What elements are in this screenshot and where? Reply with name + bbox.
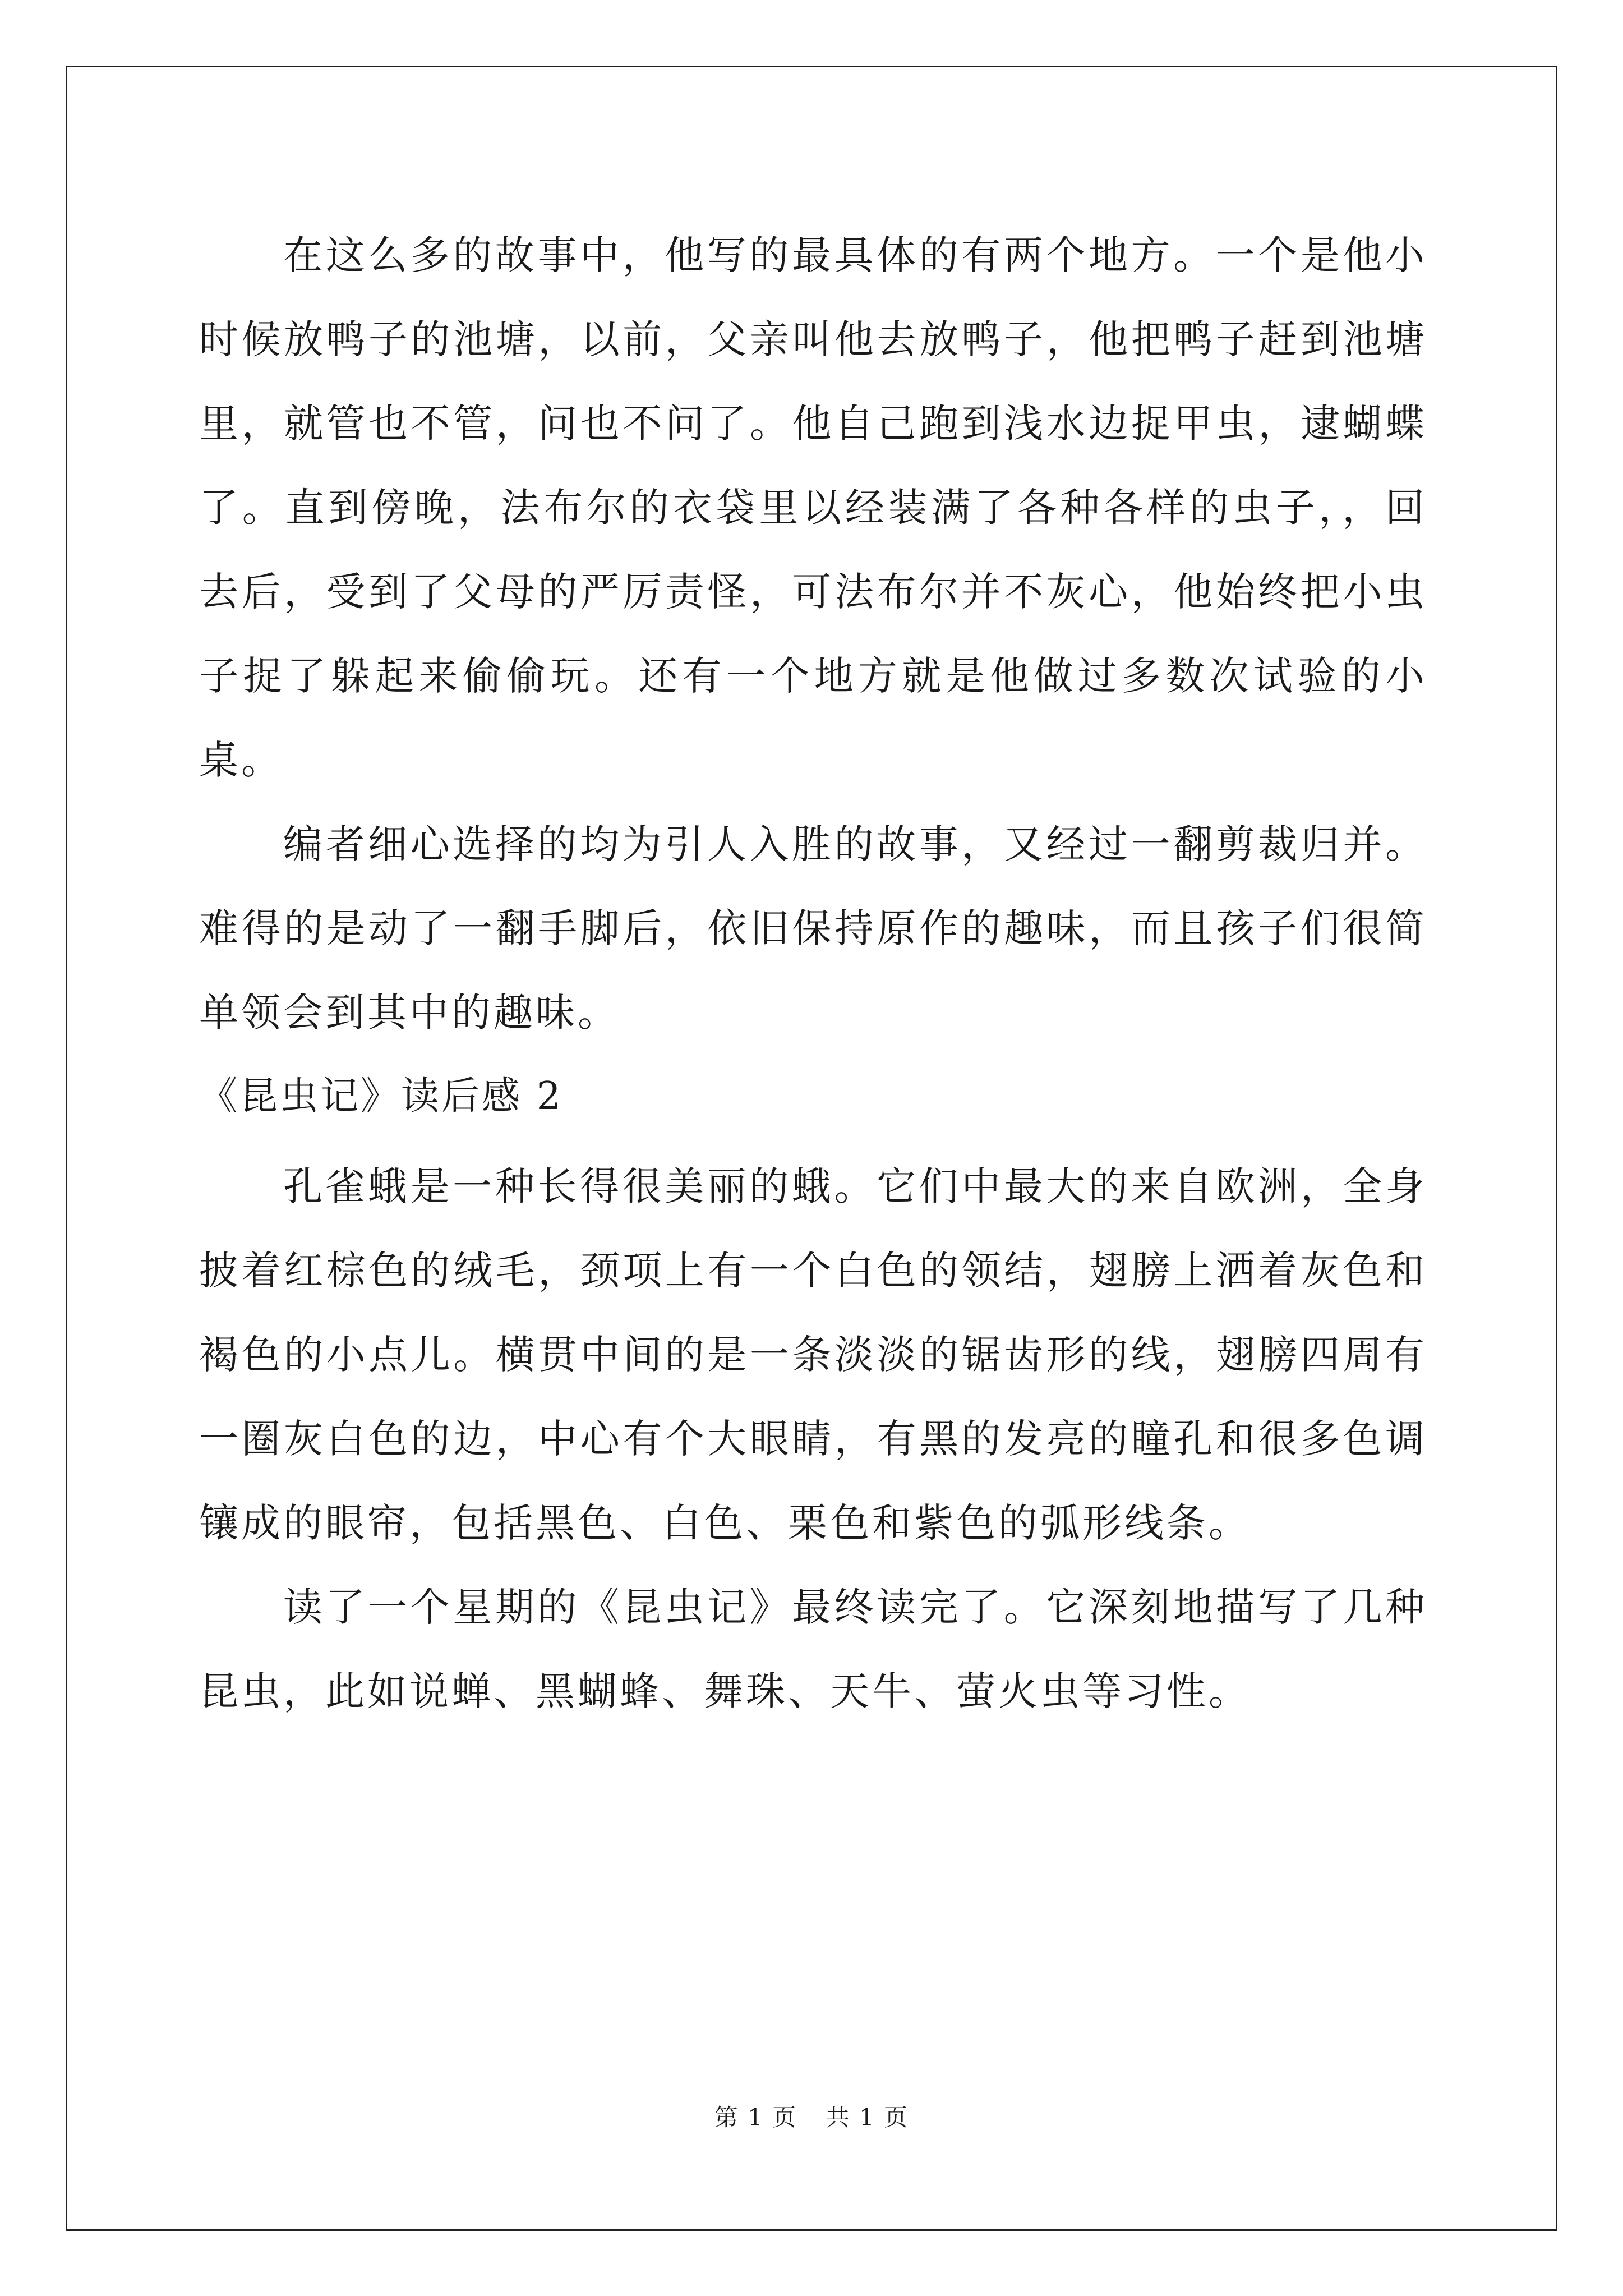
paragraph-3: 孔雀蛾是一种长得很美丽的蛾。它们中最大的来自欧洲，全身披着红棕色的绒毛，颈项上有一个白色的领结，翅膀上洒着灰色和褐色的小点儿。横贯中间的是一条淡淡的锯齿形的线，翅膀四周有一圈灰白色的边，中心有个大眼睛，有黑的发亮的瞳孔和很多色调镶成的眼帘，包括黑色、白色、栗色和紫色的弧形线条。 bbox=[199, 1163, 1427, 1546]
section-heading: 《昆虫记》读后感 2 bbox=[199, 1074, 563, 1119]
paragraph-1: 在这么多的故事中，他写的最具体的有两个地方。一个是他小时候放鸭子的池塘，以前，父亲叫他去放鸭子，他把鸭子赶到池塘里，就管也不管，问也不问了。他自己跑到浅水边捉甲虫，逮蝴蝶了。直到傍晚，法布尔的衣袋里以经装满了各种各样的虫子，，回去后，受到了父母的严厉责怪，可法布尔并不灰心，他始终把小虫子捉了躲起来偷偷玩。还有一个地方就是他做过多数次试验的小桌。 bbox=[199, 232, 1427, 783]
page-number: 第 1 页 bbox=[714, 2104, 797, 2131]
document-body bbox=[199, 213, 1427, 1733]
paragraph-4: 读了一个星期的《昆虫记》最终读完了。它深刻地描写了几种昆虫，此如说蝉、黑蝴蜂、舞珠、天牛、萤火虫等习性。 bbox=[199, 1584, 1427, 1714]
page-footer bbox=[0, 2101, 1623, 2134]
paragraph-2: 编者细心选择的均为引人入胜的故事，又经过一翻剪裁归并。难得的是动了一翻手脚后，依旧保持原作的趣味，而且孩子们很简单领会到其中的趣味。 bbox=[199, 821, 1427, 1036]
page-total: 共 1 页 bbox=[826, 2104, 909, 2131]
